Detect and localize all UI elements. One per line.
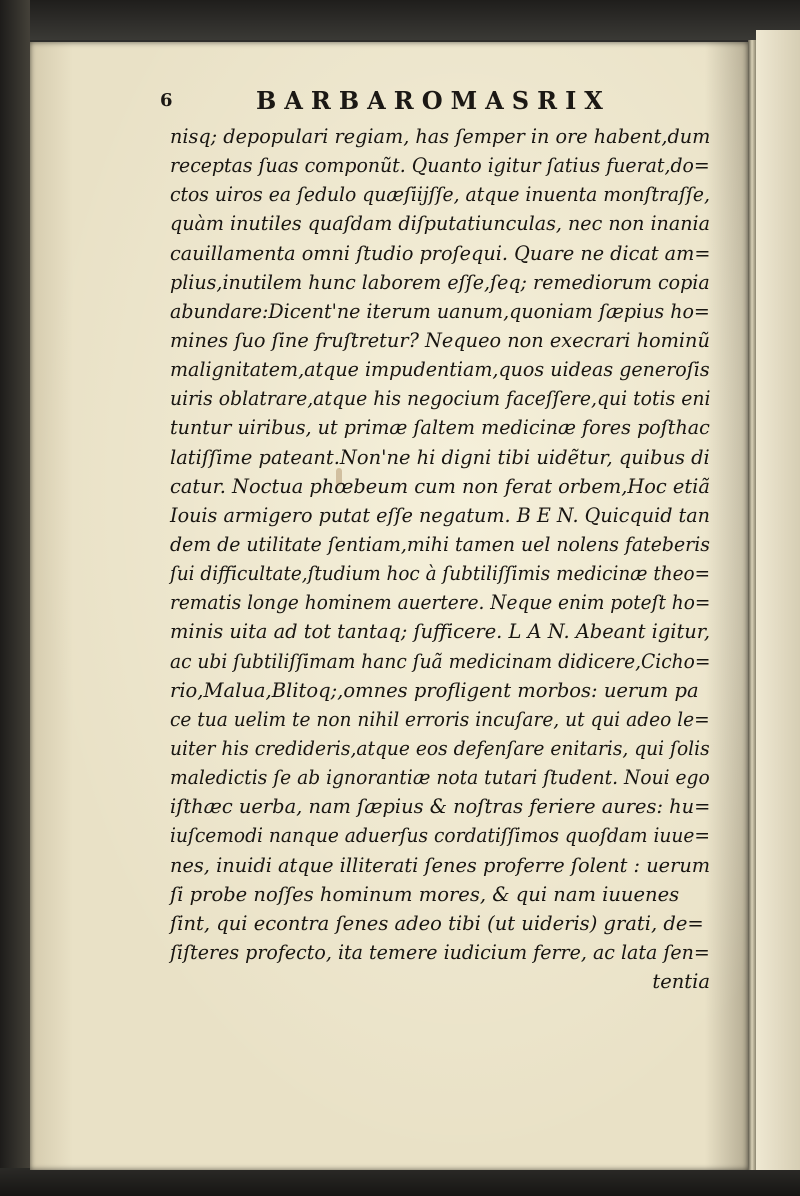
text-line: latiſſime pateant.Non'ne hi digni tibi uidẽtur, quibus di [170,445,710,469]
page-number: 6 [160,90,173,111]
text-line: nisq; depopulari regiam, has ſemper in ore habent,dum [170,125,711,148]
text-line: abundare:Dicent'ne iterum uanum,quoniam ſæpius ho= [170,299,710,323]
text-line: uiter his credideris,atque eos defenſare enitaris, qui ſolis [170,736,710,760]
text-line: mines ſuo ſine fruſtretur? Nequeo non execrari hominũ [170,328,710,352]
text-line: cauillamenta omni ſtudio proſequi. Quare ne dicat am= [170,241,711,265]
text-line: ac ubi ſubtiliſſimam hanc ſuã medicinam didicere,Cicho= [170,649,711,673]
facing-page-edge [756,30,800,1170]
text-line: rio,Malua,Blitoq;,omnes profligent morbos: uerum pa [170,678,699,702]
text-line: ſui difficultate,ſtudium hoc à ſubtiliſſimis medicinæ theo= [170,562,711,586]
text-line: minis uita ad tot tantaq; ſufficere. L A N. Abeant igitur, [170,620,711,644]
running-title: BARBAROMASRIX [256,86,611,115]
text-line: Iouis armigero putat eſſe negatum. B E N. Quicquid tan [170,503,710,527]
text-line: malignitatem,atque impudentiam,quos uideas generoſis [170,358,710,382]
text-line: plius,inutilem hunc laborem eſſe,ſeq; remediorum copia [170,270,710,294]
body-text [170,122,710,996]
text-line: dem de utilitate ſentiam,mihi tamen uel nolens fateberis [170,532,710,556]
text-line: receptas ſuas componũt. Quanto igitur ſatius fuerat,do= [170,154,710,178]
scan-frame-top [0,0,800,40]
text-line: uiris oblatrare,atque his negocium faceſſere,qui totis eni [170,387,711,411]
scan-frame-bottom [0,1168,800,1196]
text-line: maledictis ſe ab ignorantiæ nota tutari ſtudent. Noui ego [170,766,710,790]
catchword: tentia [652,970,710,994]
text-line: catur. Noctua phœbeum cum non ferat orbem,Hoc etiã [170,474,710,498]
text-line: tuntur uiribus, ut primæ ſaltem medicinæ fores poſthac [170,416,710,440]
text-line: nes, inuidi atque illiterati ſenes proferre ſolent : uerum [170,853,711,877]
text-line: ſi probe noſſes hominum mores, & qui nam iuuenes [170,882,680,906]
text-line: ce tua uelim te non nihil erroris incuſare, ut qui adeo le= [170,707,710,731]
text-line: iſthæc uerba, nam ſæpius & noſtras feriere aures: hu= [170,795,711,819]
text-line: ctos uiros ea ſedulo quæſiijſſe, atque inuenta monſtraſſe, [170,183,710,207]
text-line: quàm inutiles quaſdam diſputatiunculas, nec non inania [170,212,710,236]
text-line: ſint, qui econtra ſenes adeo tibi (ut uideris) grati, de= [170,911,704,935]
text-line: ſiſteres profecto, ita temere iudicium ferre, ac lata ſen= [170,940,710,964]
scan-frame-left [0,0,30,1196]
page-gutter [748,40,756,1170]
text-line: rematis longe hominem auertere. Neque enim poteſt ho= [170,591,711,615]
text-line: iuſcemodi nanque aduerſus cordatiſſimos quoſdam iuue= [170,824,710,848]
